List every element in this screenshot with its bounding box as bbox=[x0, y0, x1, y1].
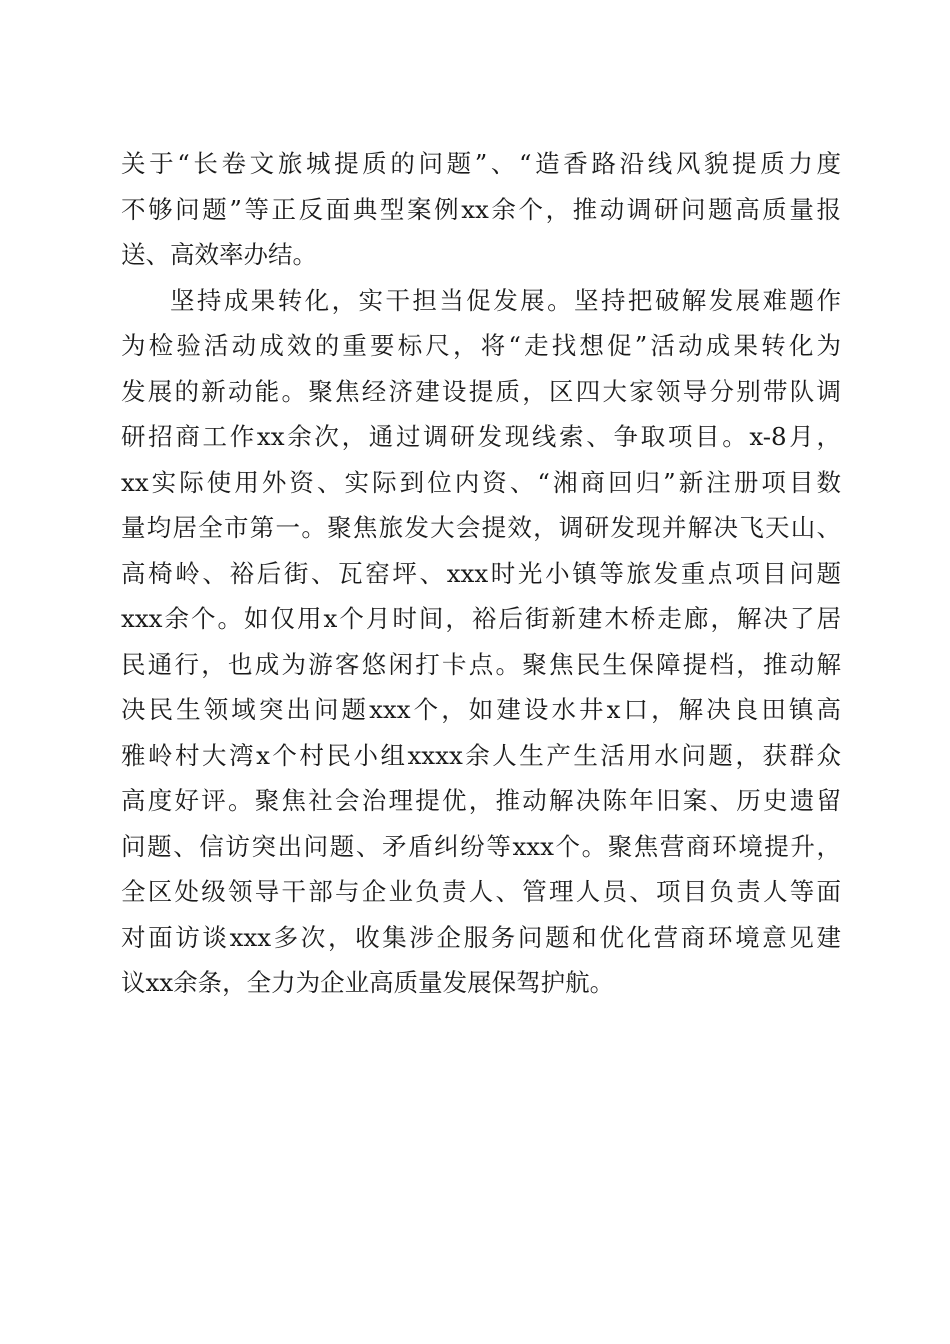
text-line: 雅岭村大湾x个村民小组xxxx余人生产生活用水问题，获群众 bbox=[121, 740, 841, 770]
text-line: 全区处级领导干部与企业负责人、管理人员、项目负责人等面 bbox=[121, 877, 841, 906]
text-line: 对面访谈xxx多次，收集涉企服务问题和优化营商环境意见建 bbox=[121, 922, 841, 952]
text-line: 关于“长卷文旅城提质的问题”、“造香路沿线风貌提质力度 bbox=[121, 149, 841, 178]
text-line: 为检验活动成效的重要标尺，将“走找想促”活动成果转化为 bbox=[121, 331, 841, 360]
text-line: 不够问题”等正反面典型案例xx余个，推动调研问题高质量报 bbox=[121, 194, 841, 224]
text-line: 高椅岭、裕后街、瓦窑坪、xxx时光小镇等旅发重点项目问题 bbox=[121, 558, 841, 588]
body-text bbox=[121, 141, 841, 1006]
text-line: 问题、信访突出问题、矛盾纠纷等xxx个。聚焦营商环境提升， bbox=[121, 831, 841, 861]
text-line: 议xx余条，全力为企业高质量发展保驾护航。 bbox=[121, 968, 615, 997]
paragraph-2 bbox=[121, 278, 841, 1006]
text-line: 坚持成果转化，实干担当促发展。坚持把破解发展难题作 bbox=[170, 285, 841, 315]
text-line: 民通行，也成为游客悠闲打卡点。聚焦民生保障提档，推动解 bbox=[121, 649, 841, 679]
text-line: 研招商工作xx余次，通过调研发现线索、争取项目。x-8月， bbox=[121, 422, 841, 451]
text-line: xx实际使用外资、实际到位内资、“湘商回归”新注册项目数 bbox=[121, 467, 841, 497]
text-line: 决民生领域突出问题xxx个，如建设水井x口，解决良田镇高 bbox=[121, 695, 841, 724]
text-line: 高度好评。聚焦社会治理提优，推动解决陈年旧案、历史遗留 bbox=[121, 786, 841, 815]
text-line: xxx余个。如仅用x个月时间，裕后街新建木桥走廊，解决了居 bbox=[121, 604, 841, 633]
text-line: 送、高效率办结。 bbox=[121, 240, 317, 269]
paragraph-1 bbox=[121, 141, 841, 278]
text-line: 发展的新动能。聚焦经济建设提质，区四大家领导分别带队调 bbox=[121, 376, 841, 406]
text-line: 量均居全市第一。聚焦旅发大会提效，调研发现并解决飞天山、 bbox=[121, 513, 841, 542]
